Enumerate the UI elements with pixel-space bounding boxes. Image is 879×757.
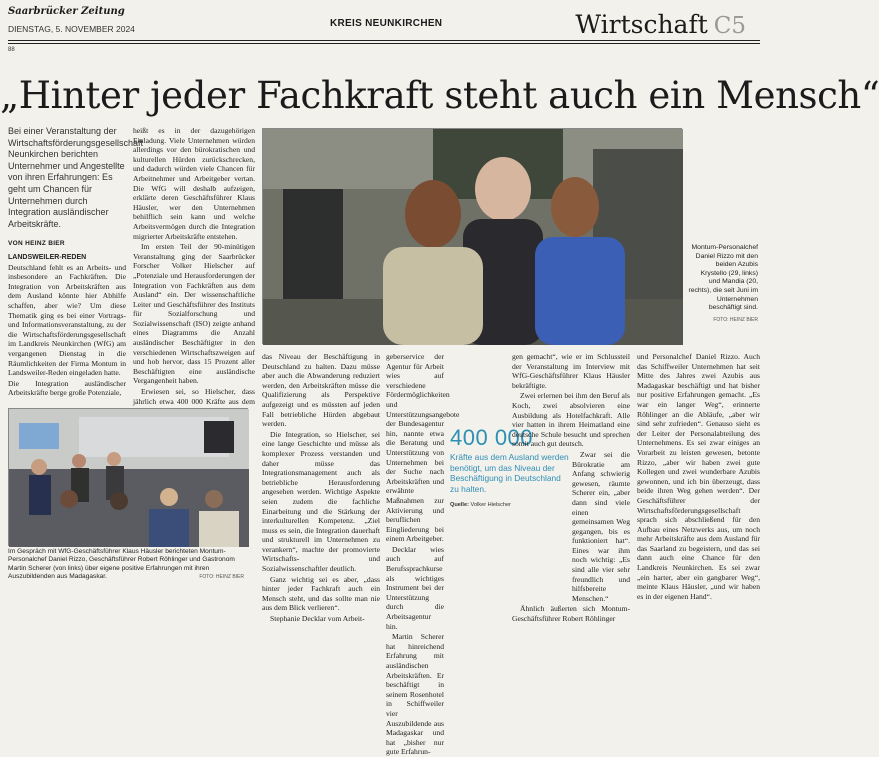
paragraph: gen gemacht“, wie er im Schlussteil der Veranstaltung im Interview mit WfG-Geschäftsführer Klaus Häusler bekräftigte. [512, 352, 630, 390]
paragraph: Im ersten Teil der 90-minütigen Veranstaltung ging der Saarbrücker Forscher Volker Hielscher auf „Potenziale und Herausforderungen der Integration von Fachkräften aus dem Ausland“ ein. Der wissenschaftliche Leiter und Geschäftsführer des Instituts für Sozialforschung und Sozialwissenschaft (ISO) zeigte anhand eines Diagramms die Anzahl ausländischer Beschäftigter in den verschiedenen Wirtschaftszweigen auf und hob hervor, dass 15 Prozent aller Beschäftigten eine ausländische Vergangenheit haben. [133, 242, 255, 386]
article-column-5 [512, 352, 630, 624]
photo-credit: FOTO: HEINZ BIER [713, 316, 758, 323]
infobox-source [450, 502, 511, 508]
paragraph: Die Integration, so Hielscher, sei eine lange Geschichte und müsse als komplexer Prozess verstanden und daher müsse das Integrationsmanagement auch als betriebliche Herausforderung angesehen werden. Wichtige Aspekte seien zudem die fachliche Einarbeitung und die Stärkung der interkulturellen Kompetenz. „Ziel muss es sein, die Integration dauerhaft und strukturell im Unternehmen zu verankern“, machte der promovierte Wirtschafts- und Sozialwissenschaftler deutlich. [262, 429, 380, 574]
caption-text: Montum-Personalchef Daniel Rizzo mit den beiden Azubis Krystello (29, links) und Mandia (20, rechts), die seit Juni im Unternehmen beschäftigt sind. [688, 244, 758, 312]
paragraph: Decklar wies auch auf Berufssprachkurse als wichtiges Instrument bei der Unterstützung durch die Arbeitsagentur hin. [386, 544, 444, 631]
paragraph: Zwar sei die Bürokratie am Anfang schwierig gewesen, räumte Scherer ein, „aber dann sind viele einen gemeinsamen Weg gegangen, bis es funktioniert hat“. Eines war ihm noch wichtig: „Es sind alle vier sehr freundlich und hilfsbereite Menschen.“ [572, 449, 630, 603]
photo-event-audience [9, 409, 249, 547]
paragraph: Ganz wichtig sei es aber, „dass hinter jeder Fachkraft auch ein Mensch steht, und das sollte man nie aus dem Blick verlieren“. [262, 574, 380, 613]
paragraph: geberservice der Agentur für Arbeit wies auf verschiedene Fördermöglichkeiten und Unterstützungsangebote der Bundesagentur hin, nannte etwa die Beratung und Unterstützung von Unternehmen bei der Suche nach Arbeitskräften und erwähnte Maßnahmen zur Aktivierung und beruflichen Eingliederung bei einem Arbeitgeber. [386, 352, 460, 544]
section-header [575, 10, 746, 39]
infobox-number: 400 000 [450, 425, 534, 450]
newspaper-masthead: Saarbrücker Zeitung [8, 6, 125, 17]
issue-date: DIENSTAG, 5. NOVEMBER 2024 [8, 24, 135, 34]
article-teaser: Bei einer Veranstaltung der Wirtschaftsförderungsgesellschaft Neunkirchen berichten Unternehmer und Angestellte von ihren Erfahrungen: Es geht um Chancen für Unternehmen durch Integration ausländischer Arbeitskräfte. [8, 126, 144, 229]
paragraph: Zwei erlernen bei ihm den Beruf als Koch, zwei absolvieren eine Ausbildung als Hotelfachkraft. Alle vier hatten in ihrem Heimatland eine deutsche Schule besucht und sprechen somit auch gut deutsch. [512, 391, 630, 449]
header-rule [8, 40, 760, 41]
paragraph: heißt es in der dazugehörigen Einladung. Viele Unternehmen würden allerdings vor den bürokratischen und kulturellen Hürden zurückschrecken, und dadurch würden viele Chancen für Arbeitnehmer und Arbeitgeber vertan. Die WfG will deshalb aufzeigen, erklärte deren Geschäftsführer Klaus Häusler, wer den Unternehmen behilflich sein kann und welche Arbeitsvermögen durch die Integration migrierter Arbeitskräfte entstehen. [133, 126, 255, 241]
main-photo [262, 128, 682, 344]
source-label: Quelle: [450, 502, 469, 508]
paragraph: das Niveau der Beschäftigung in Deutschland zu halten. Dazu müsse aber auch die Abwanderung reduziert werden, den Arbeitskräften müsse die Qualifizierung als Perspektive aufgezeigt und es müssten auf jeden Fall betriebliche Hürden abgebaut werden. [262, 352, 380, 429]
byline: VON HEINZ BIER [8, 240, 65, 247]
photo-three-men [263, 129, 683, 345]
article-column-1 [8, 252, 126, 402]
paragraph: Erwiesen sei, so Hielscher, dass jährlich etwa 400 000 Kräfte aus dem [133, 387, 255, 406]
event-photo [8, 408, 248, 546]
article-headline: „Hinter jeder Fachkraft steht auch ein Mensch“ [0, 74, 879, 117]
paragraph: Die Integration ausländischer Arbeitskräfte berge große Potenziale, [8, 378, 126, 398]
infobox-text: Kräfte aus dem Ausland werden benötigt, um das Niveau der Beschäftigung in Deutschland zu halten. [450, 452, 569, 494]
article-column-6 [637, 352, 760, 601]
photo-credit: FOTO: HEINZ BIER [199, 574, 244, 581]
paragraph: Stephanie Decklar vom Arbeit- [270, 614, 365, 624]
source-name: Volker Hielscher [470, 502, 511, 508]
section-title: Wirtschaft [575, 10, 708, 39]
main-photo-caption [688, 244, 758, 324]
paragraph: Deutschland fehlt es an Arbeits- und insbesondere an Fachkräften. Die Integration von Arbeitskräften aus dem Ausland könnte hier Abhilfe schaffen, aber wie? Um diese Thematik ging es bei einer Vortrags- und Informationsveranstaltung, zu der die Wirtschaftsförderungsgesellschaft im Landkreis Neunkirchen (WfG) am vergangenen Dienstag in die Räumlichkeiten der Firma Montum in Landsweiler-Reden eingeladen hatte. [8, 262, 126, 378]
article-column-2 [133, 126, 255, 406]
paragraph: Ähnlich äußerten sich Montum-Geschäftsführer Robert Röhlinger [512, 604, 630, 624]
dateline: LANDSWEILER-REDEN [8, 254, 87, 261]
paragraph: und Personalchef Daniel Rizzo. Auch das Schiffweiler Unternehmen hat seit Mitte des Jahres zwei Azubis aus Madagaskar beschäftigt und hat bisher nur positive Erfahrungen gemacht. „Es war ein langer Weg“, erinnerte Röhlinger an die Abläufe, „aber wir sind sehr zufrieden“. Genauso sieht es der Leiter der Personalabteilung des Unternehmens. Es sei zwar einiges an Vorarbeit zu leisten gewesen, betonte Rizzo, „aber wir haben zwei gute Kollegen und zwei wunderbare Azubis gewonnen, und ich bin überzeugt, dass beide ihren Weg gehen werden“. Der Geschäftsführer der Wirtschaftsförderungsgesellschaft sprach sich abschließend für den Aufbau eines Netzwerks aus, um noch mehr Arbeitskräfte aus dem Ausland für das Saarland zu begeistern, und das sei dann auch eine Chance für den Landkreis Neunkirchen. Es sei zwar „ein harter, aber ein gangbarer Weg“, meinte Klaus Häusler, „und wir haben es in der eigenen Hand“. [637, 352, 760, 601]
caption-text: Im Gespräch mit WfG-Geschäftsführer Klaus Häusler berichteten Montum-Personalchef Daniel Rizzo, Geschäftsführer Robert Röhlinger und Gastronom Martin Scherer (von links) über eigene positive Erfahrungen mit ihren Auszubildenden aus Madagaskar. [8, 548, 235, 581]
paragraph: Martin Scherer hat hinreichend Erfahrung mit ausländischen Arbeitskräften. Er beschäftigt in seinem Rosenhotel in Schiffweiler vier Auszubildende aus Madagaskar und hat „bisher nur gute Erfahrun- [386, 632, 444, 757]
page-marker: 88 [8, 47, 15, 53]
article-column-3 [262, 352, 380, 624]
region-label: KREIS NEUNKIRCHEN [330, 18, 443, 29]
header-rule-thin [8, 43, 760, 44]
page-number: C5 [713, 13, 746, 39]
event-photo-caption [8, 548, 250, 582]
